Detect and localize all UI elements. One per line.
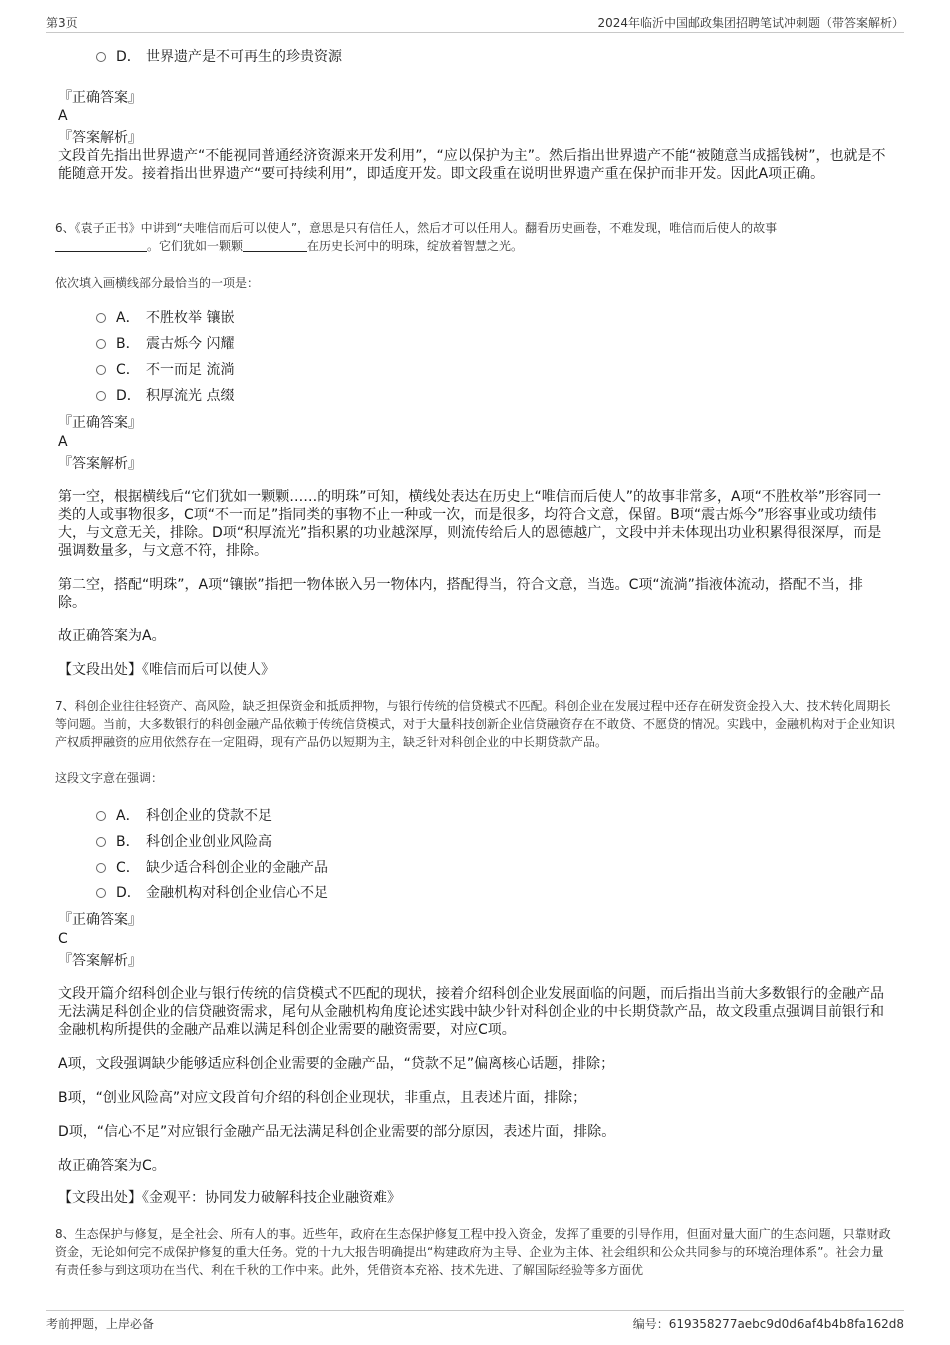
- document-id: 编号：619358277aebc9d0d6af4b4b8fa162d8: [632, 1317, 904, 1331]
- q7-option-d[interactable]: D． 金融机构对科创企业信心不足: [96, 883, 328, 903]
- radio-icon[interactable]: [96, 837, 106, 847]
- page-number: 第3页: [46, 16, 78, 30]
- radio-icon[interactable]: [96, 888, 106, 898]
- q5-answer: A: [58, 108, 68, 124]
- radio-icon[interactable]: [96, 52, 106, 62]
- q7-option-c[interactable]: C． 缺少适合科创企业的金融产品: [96, 858, 328, 878]
- q7-analysis-p5: 故正确答案为C。: [58, 1158, 166, 1174]
- footer-slogan: 考前押题，上岸必备: [46, 1317, 155, 1331]
- radio-icon[interactable]: [96, 313, 106, 323]
- q7-prompt: 这段文字意在强调：: [55, 771, 164, 785]
- q7-analysis-label: 『答案解析』: [58, 953, 142, 969]
- q7-option-b[interactable]: B． 科创企业创业风险高: [96, 832, 272, 852]
- radio-icon[interactable]: [96, 863, 106, 873]
- q6-source: 【文段出处】《唯信而后可以使人》: [58, 662, 275, 678]
- q7-answer: C: [58, 931, 68, 947]
- q7-stem: 7、科创企业往往轻资产、高风险，缺乏担保资金和抵质押物，与银行传统的信贷模式不匹配。科创企业在发展过程中还存在研发资金投入大、技术转化周期长等问题。当前，大多数银行的科创金融产品依赖于传统信贷模式，对于大量科技创新企业信贷融资存在不敢贷、不愿贷的情况。实践中，金融机构对于企业知识产权质押融资的应用依然存在一定阻碍，现有产品仍以短期为主，缺乏针对科创企业的中长期贷款产品。: [55, 699, 896, 749]
- radio-icon[interactable]: [96, 339, 106, 349]
- q5-answer-label: 『正确答案』: [58, 90, 142, 106]
- q6-analysis-label: 『答案解析』: [58, 456, 142, 472]
- radio-icon[interactable]: [96, 365, 106, 375]
- q5-analysis-label: 『答案解析』: [58, 130, 142, 146]
- q6-analysis-p1: 第一空，根据横线后“它们犹如一颗颗……的明珠”可知，横线处表达在历史上“唯信而后使人”的故事非常多，A项“不胜枚举”形容同一类的人或事物很多，C项“不一而足”指同类的事物不止一种或一次，而是很多，均符合文意，保留。B项“震古烁今”形容事业或功绩伟大，与文意无关，排除。D项“积厚流光”指积累的功业越深厚，则流传给后人的恩德越广，文段中并未体现出功业积累得很深厚，而是强调数量多，与文意不符，排除。: [58, 489, 882, 559]
- q6-option-a[interactable]: A． 不胜枚举 镶嵌: [96, 308, 234, 328]
- radio-icon[interactable]: [96, 811, 106, 821]
- q7-option-a[interactable]: A． 科创企业的贷款不足: [96, 806, 272, 826]
- radio-icon[interactable]: [96, 391, 106, 401]
- q6-answer: A: [58, 434, 68, 450]
- q7-source: 【文段出处】《金观平：协同发力破解科技企业融资难》: [58, 1190, 401, 1206]
- q6-analysis-p2: 第二空，搭配“明珠”，A项“镶嵌”指把一物体嵌入另一物体内，搭配得当，符合文意，当选。C项“流淌”指液体流动，搭配不当，排除。: [58, 577, 863, 611]
- q7-analysis-p1: 文段开篇介绍科创企业与银行传统的信贷模式不匹配的现状，接着介绍科创企业发展面临的问题，而后指出当前大多数银行的金融产品无法满足科创企业的信贷融资需求，尾句从金融机构角度论述实践中缺少针对科创企业的中长期贷款产品，故文段重点强调目前银行和金融机构所提供的金融产品难以满足科创企业需要的融资需要，对应C项。: [58, 986, 884, 1038]
- q6-answer-label: 『正确答案』: [58, 415, 142, 431]
- q7-analysis-p4: D项，“信心不足”对应银行金融产品无法满足科创企业需要的部分原因，表述片面，排除。: [58, 1124, 616, 1140]
- q5-option-d[interactable]: D． 世界遗产是不可再生的珍贵资源: [96, 47, 342, 67]
- page-footer: [46, 1310, 904, 1335]
- q7-analysis-p2: A项，文段强调缺少能够适应科创企业需要的金融产品，“贷款不足”偏离核心话题，排除；: [58, 1056, 615, 1072]
- q6-option-c[interactable]: C． 不一而足 流淌: [96, 360, 234, 380]
- blank-line: [243, 239, 307, 252]
- q6-prompt: 依次填入画横线部分最恰当的一项是：: [55, 276, 260, 290]
- q8-stem: 8、生态保护与修复，是全社会、所有人的事。近些年，政府在生态保护修复工程中投入资金，发挥了重要的引导作用，但面对量大面广的生态问题，只靠财政资金，无论如何完不成保护修复的重大任务。党的十九大报告明确提出“构建政府为主导、企业为主体、社会组织和公众共同参与的环境治理体系”。社会力量有责任参与到这项功在当代、利在千秋的工作中来。此外，凭借资本充裕、技术先进、了解国际经验等多方面优: [55, 1227, 891, 1277]
- q7-answer-label: 『正确答案』: [58, 912, 142, 928]
- q6-option-b[interactable]: B． 震古烁今 闪耀: [96, 334, 234, 354]
- document-title: 2024年临沂中国邮政集团招聘笔试冲刺题（带答案解析）: [597, 16, 904, 30]
- q5-analysis: 文段首先指出世界遗产“不能视同普通经济资源来开发利用”，“应以保护为主”。然后指出世界遗产不能“被随意当成摇钱树”，也就是不能随意开发。接着指出世界遗产“要可持续利用”，即适度开发。即文段重在说明世界遗产重在保护而非开发。因此A项正确。: [58, 148, 886, 182]
- q6-stem: 6、《袁子正书》中讲到“夫唯信而后可以使人”，意思是只有信任人，然后才可以任用人。翻看历史画卷，不难发现，唯信而后使人的故事 。它们犹如一颗颗 在历史长河中的明珠，绽放着智慧之光。: [55, 221, 778, 253]
- page-header: [46, 14, 904, 33]
- q7-analysis-p3: B项，“创业风险高”对应文段首句介绍的科创企业现状，非重点，且表述片面，排除；: [58, 1090, 587, 1106]
- q6-analysis-p3: 故正确答案为A。: [58, 628, 166, 644]
- blank-line: [55, 239, 147, 252]
- q6-option-d[interactable]: D． 积厚流光 点缀: [96, 386, 234, 406]
